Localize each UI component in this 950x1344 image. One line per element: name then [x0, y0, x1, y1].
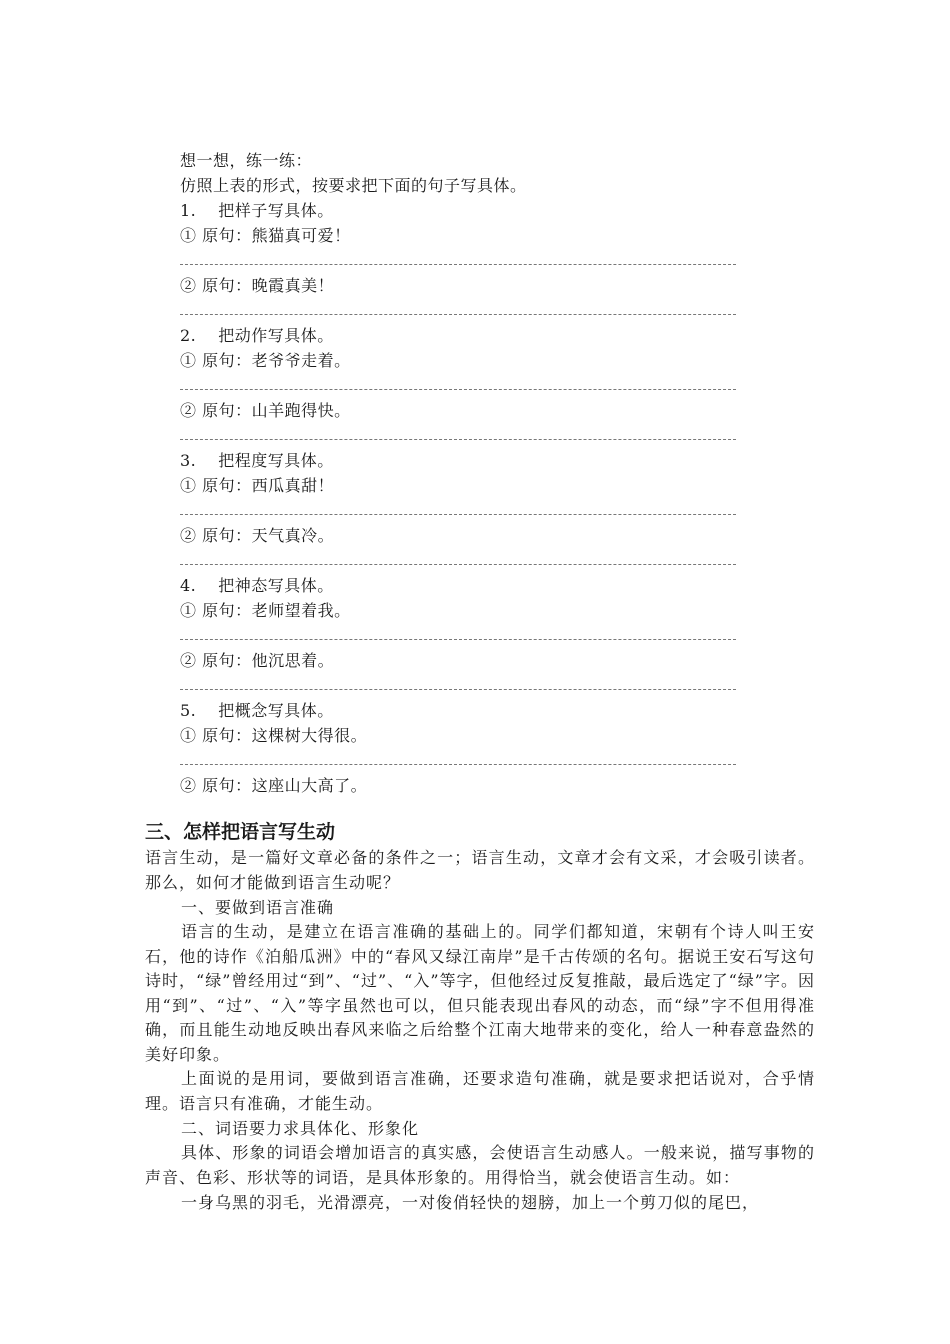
subheading-2: 二、词语要力求具体化、形象化 [181, 1119, 420, 1138]
group-number: 3. [180, 451, 197, 470]
group-2-item-1: ① 原句：老爷爷走着。 [180, 351, 351, 370]
group-label: 把样子写具体。 [218, 201, 334, 220]
group-number: 5. [180, 701, 197, 720]
paragraph-2: 上面说的是用词，要做到语言准确，还要求造句准确，就是要求把话说对，合乎情理。语言只有准确，才能生动。 [145, 1069, 815, 1113]
group-5-item-2: ② 原句：这座山大高了。 [180, 776, 368, 795]
group-number: 1. [180, 201, 197, 220]
answer-line[interactable] [180, 689, 736, 690]
exercise-intro: 仿照上表的形式，按要求把下面的句子写具体。 [180, 176, 527, 195]
group-label: 把程度写具体。 [218, 451, 334, 470]
group-1-heading [180, 200, 334, 222]
group-4-item-2: ② 原句：他沉思着。 [180, 651, 335, 670]
group-1-item-2: ② 原句：晚霞真美！ [180, 276, 335, 295]
group-label: 把动作写具体。 [218, 326, 334, 345]
answer-line[interactable] [180, 389, 736, 390]
group-3-item-1: ① 原句：西瓜真甜！ [180, 476, 335, 495]
group-3-item-2: ② 原句：天气真冷。 [180, 526, 335, 545]
group-1-item-1: ① 原句：熊猫真可爱！ [180, 226, 351, 245]
section-heading: 三、怎样把语言写生动 [145, 821, 336, 843]
answer-line[interactable] [180, 264, 736, 265]
group-5-item-1: ① 原句：这棵树大得很。 [180, 726, 368, 745]
exercise-title: 想一想，练一练： [180, 151, 313, 170]
group-label: 把神态写具体。 [218, 576, 334, 595]
answer-line[interactable] [180, 764, 736, 765]
group-4-heading [180, 575, 334, 597]
paragraph-3: 具体、形象的词语会增加语言的真实感，会使语言生动感人。一般来说，描写事物的声音、色彩、形状等的词语，是具体形象的。用得恰当，就会使语言生动。如： [145, 1143, 815, 1187]
group-2-item-2: ② 原句：山羊跑得快。 [180, 401, 351, 420]
group-3-heading [180, 450, 334, 472]
group-label: 把概念写具体。 [218, 701, 334, 720]
paragraph-4: 一身乌黑的羽毛，光滑漂亮，一对俊俏轻快的翅膀，加上一个剪刀似的尾巴， [181, 1193, 760, 1212]
answer-line[interactable] [180, 314, 736, 315]
answer-line[interactable] [180, 564, 736, 565]
group-number: 2. [180, 326, 197, 345]
paragraph-1: 语言的生动，是建立在语言准确的基础上的。同学们都知道，宋朝有个诗人叫王安石，他的诗作《泊船瓜洲》中的“春风又绿江南岸”是千古传颂的名句。据说王安石写这句诗时，“绿”曾经用过“到”、“过”、“入”等字，但他经过反复推敲，最后选定了“绿”字。因用“到”、“过”、“入”等字虽然也可以，但只能表现出春风的动态，而“绿”字不但用得准确，而且能生动地反映出春风来临之后给整个江南大地带来的变化，给人一种春意盎然的美好印象。 [145, 922, 815, 1064]
group-4-item-1: ① 原句：老师望着我。 [180, 601, 351, 620]
section-intro: 语言生动，是一篇好文章必备的条件之一；语言生动，文章才会有文采，才会吸引读者。那么，如何才能做到语言生动呢？ [145, 848, 815, 892]
subheading-1: 一、要做到语言准确 [181, 898, 335, 917]
group-number: 4. [180, 576, 197, 595]
answer-line[interactable] [180, 639, 736, 640]
answer-line[interactable] [180, 514, 736, 515]
answer-line[interactable] [180, 439, 736, 440]
group-5-heading [180, 700, 334, 722]
group-2-heading [180, 325, 334, 347]
